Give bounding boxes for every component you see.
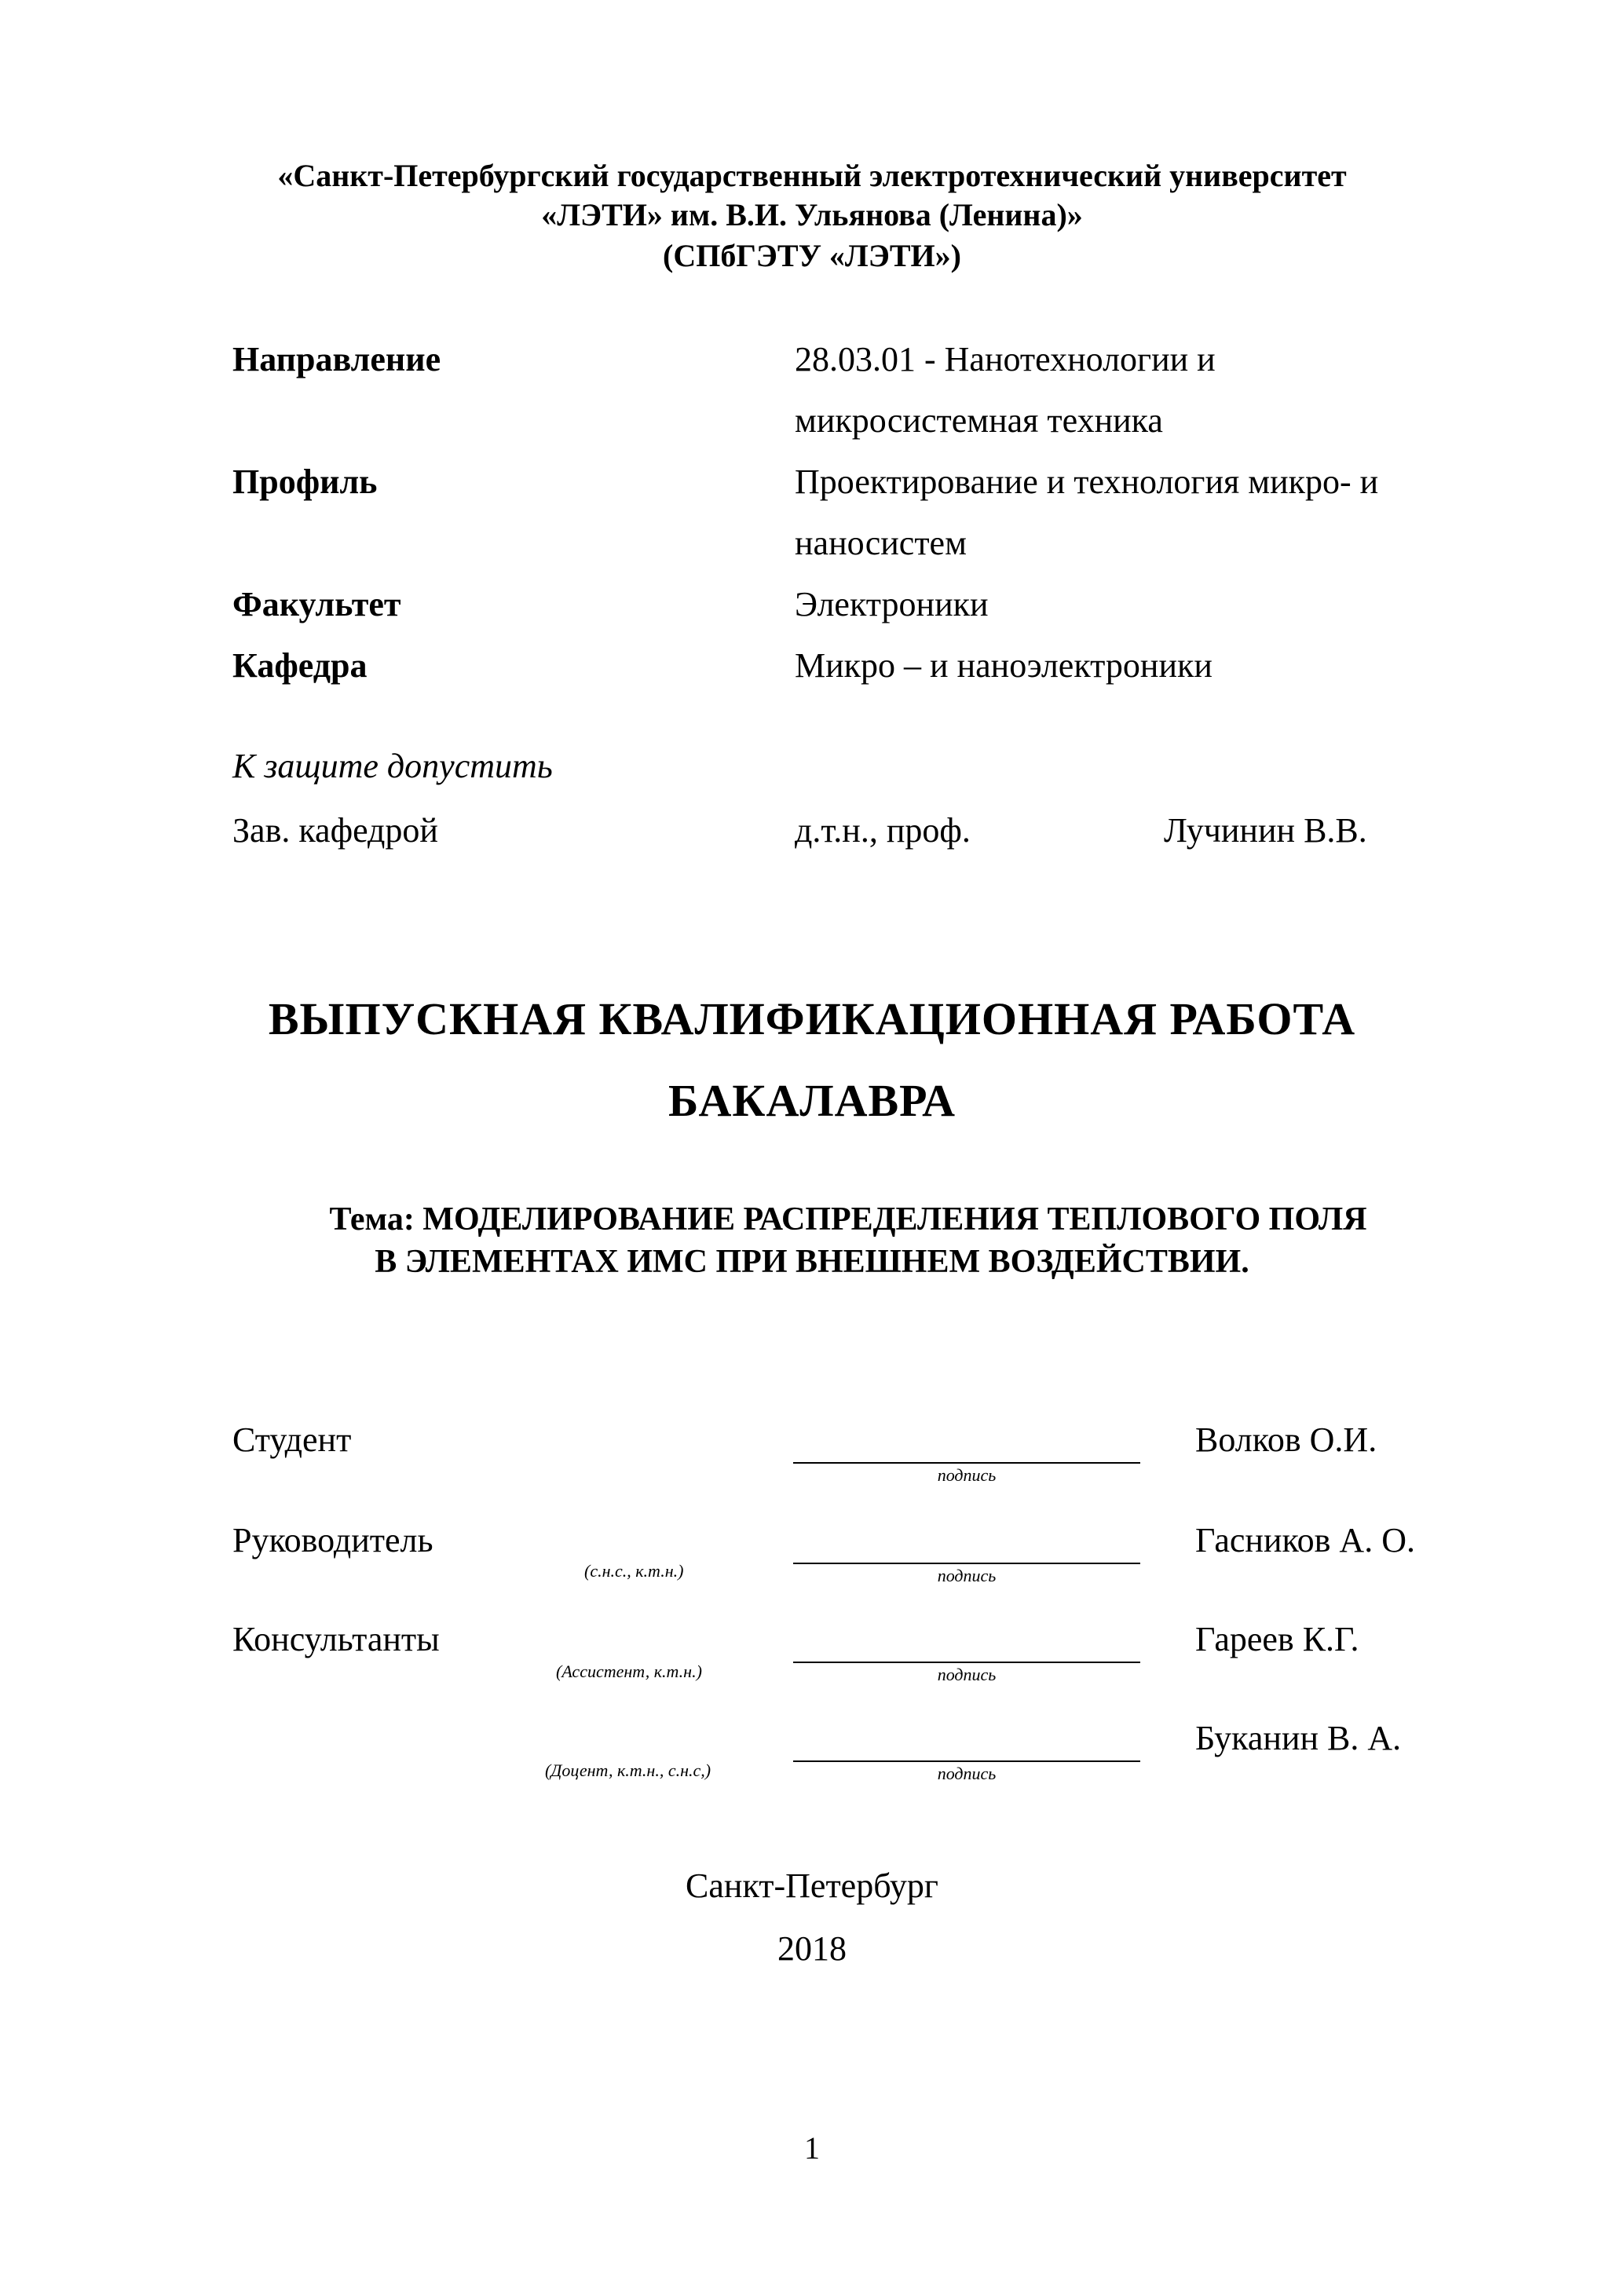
consultant1-name: Гареев К.Г. bbox=[1195, 1620, 1359, 1658]
topic-line2: В ЭЛЕМЕНТАХ ИМС ПРИ ВНЕШНЕМ ВОЗДЕЙСТВИИ. bbox=[375, 1244, 1249, 1280]
direction-value-1: 28.03.01 - Нанотехнологии и bbox=[795, 340, 1216, 378]
work-title-line1: ВЫПУСКНАЯ КВАЛИФИКАЦИОННАЯ РАБОТА bbox=[268, 993, 1356, 1044]
profile-label: Профиль bbox=[232, 462, 378, 501]
consultant2-signature-caption: подпись bbox=[937, 1764, 997, 1783]
department-value: Микро – и наноэлектроники bbox=[795, 646, 1213, 685]
supervisor-name: Гасников А. О. bbox=[1195, 1521, 1415, 1559]
supervisor-signature-caption: подпись bbox=[937, 1566, 997, 1585]
profile-value-1: Проектирование и технология микро- и bbox=[795, 462, 1379, 501]
work-title-line2: БАКАЛАВРА bbox=[668, 1075, 956, 1126]
supervisor-signature-line bbox=[793, 1563, 1140, 1564]
topic-line1: Тема: МОДЕЛИРОВАНИЕ РАСПРЕДЕЛЕНИЯ ТЕПЛОВОГО ПОЛЯ bbox=[329, 1201, 1367, 1238]
city: Санкт-Петербург bbox=[686, 1866, 938, 1905]
supervisor-title: (с.н.с., к.т.н.) bbox=[584, 1561, 684, 1581]
head-of-department-degree: д.т.н., проф. bbox=[795, 811, 971, 850]
consultant1-title: (Ассистент, к.т.н.) bbox=[556, 1662, 702, 1681]
student-name: Волков О.И. bbox=[1195, 1420, 1377, 1459]
university-abbreviation: (СПбГЭТУ «ЛЭТИ») bbox=[663, 238, 961, 273]
consultant1-signature-caption: подпись bbox=[937, 1665, 997, 1684]
admission-heading: К защите допустить bbox=[232, 747, 553, 785]
consultant2-title: (Доцент, к.т.н., с.н.с,) bbox=[545, 1760, 711, 1780]
consultant2-name: Буканин В. А. bbox=[1195, 1719, 1402, 1757]
head-of-department-name: Лучинин В.В. bbox=[1164, 811, 1367, 850]
student-role: Студент bbox=[232, 1420, 352, 1459]
consultant1-signature-line bbox=[793, 1662, 1140, 1663]
department-label: Кафедра bbox=[232, 646, 368, 685]
year: 2018 bbox=[777, 1929, 847, 1968]
direction-value-2: микросистемная техника bbox=[795, 401, 1163, 440]
university-name-line1: «Санкт-Петербургский государственный электротехнический университет bbox=[277, 158, 1347, 193]
consultant2-signature-line bbox=[793, 1760, 1140, 1762]
faculty-value: Электроники bbox=[795, 585, 989, 623]
consultants-role: Консультанты bbox=[232, 1620, 440, 1658]
page-number: 1 bbox=[804, 2130, 820, 2166]
student-signature-line bbox=[793, 1462, 1140, 1464]
profile-value-2: наносистем bbox=[795, 524, 967, 562]
supervisor-role: Руководитель bbox=[232, 1521, 433, 1559]
university-name-line2: «ЛЭТИ» им. В.И. Ульянова (Ленина)» bbox=[541, 197, 1083, 232]
faculty-label: Факультет bbox=[232, 585, 401, 623]
head-of-department-role: Зав. кафедрой bbox=[232, 811, 438, 850]
student-signature-caption: подпись bbox=[937, 1465, 997, 1485]
direction-label: Направление bbox=[232, 340, 441, 378]
